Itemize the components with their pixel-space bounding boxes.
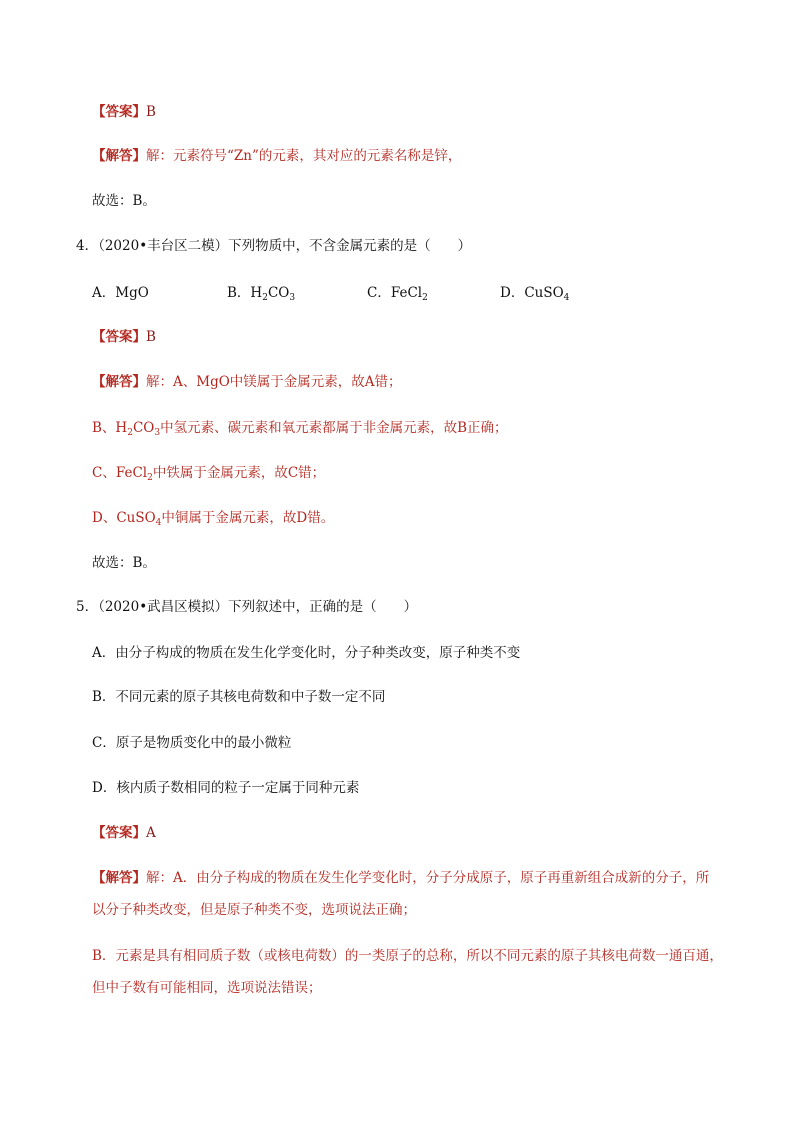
q4-answer-line	[92, 326, 156, 348]
analysis-text: D、CuSO	[92, 510, 156, 526]
answer-value: A	[146, 825, 156, 841]
q4-option-d-text: D．CuSO	[500, 285, 564, 301]
q3-conclusion: 故选：B。	[92, 193, 156, 209]
q4-analysis-b	[92, 417, 508, 439]
analysis-text: 中氢元素、碳元素和氧元素都属于非金属元素，故B正确；	[160, 420, 508, 436]
q4-analysis-c	[92, 462, 325, 484]
q5-answer-line	[92, 822, 156, 844]
analysis-text: CO	[132, 420, 155, 436]
q5-stem: 5．（2020•武昌区模拟）下列叙述中，正确的是（ ）	[76, 599, 418, 615]
q3-answer-line	[92, 101, 156, 123]
q4-option-b-text: CO	[267, 285, 290, 301]
subscript: 4	[563, 293, 570, 303]
q4-analysis-a	[92, 371, 402, 393]
analysis-label: 【解答】	[92, 374, 146, 390]
answer-label: 【答案】	[92, 825, 146, 841]
analysis-label: 【解答】	[92, 148, 146, 164]
analysis-text: 中铁属于金属元素，故C错；	[152, 465, 326, 481]
answer-value: B	[146, 104, 156, 120]
analysis-text: C、FeCl	[92, 465, 148, 481]
q5-analysis-line-3: B．元素是具有相同质子数（或核电荷数）的一类原子的总称，所以不同元素的原子其核电荷数一通百通，	[92, 948, 723, 964]
subscript: 2	[262, 293, 268, 303]
q4-option-b-text: B．H	[227, 285, 263, 301]
q5-option-b: B．不同元素的原子其核电荷数和中子数一定不同	[92, 689, 386, 705]
subscript: 2	[127, 428, 133, 438]
q4-option-a: A．MgO	[92, 285, 149, 301]
q5-option-a: A．由分子构成的物质在发生化学变化时，分子种类改变，原子种类不变	[92, 645, 521, 661]
analysis-text: B、H	[92, 420, 128, 436]
q4-option-c	[367, 282, 500, 304]
q5-analysis-line-2: 以分子种类改变，但是原子种类不变，选项说法正确；	[92, 902, 416, 918]
q5-option-c: C．原子是物质变化中的最小微粒	[92, 735, 292, 751]
q4-option-d	[500, 282, 569, 304]
subscript: 3	[154, 428, 161, 438]
analysis-text: 解：元素符号“Zn”的元素，其对应的元素名称是锌，	[146, 148, 462, 164]
q4-options	[92, 282, 569, 304]
answer-value: B	[146, 329, 156, 345]
subscript: 2	[147, 473, 153, 483]
q4-stem: 4．（2020•丰台区二模）下列物质中，不含金属元素的是（ ）	[76, 238, 472, 254]
subscript: 2	[422, 293, 428, 303]
analysis-text: 中铜属于金属元素，故D错。	[161, 510, 335, 526]
q4-option-c-text: C．FeCl	[367, 285, 423, 301]
q5-analysis-line-1	[92, 867, 709, 889]
answer-label: 【答案】	[92, 329, 146, 345]
subscript: 3	[289, 293, 296, 303]
subscript: 4	[155, 518, 162, 528]
analysis-text: 解：A、MgO中镁属于金属元素，故A错；	[146, 374, 402, 390]
q4-conclusion: 故选：B。	[92, 555, 156, 571]
analysis-label: 【解答】	[92, 870, 146, 886]
q4-analysis-d	[92, 507, 334, 529]
q3-analysis-line	[92, 145, 461, 167]
answer-label: 【答案】	[92, 104, 146, 120]
q5-analysis-line-4: 但中子数有可能相同，选项说法错误；	[92, 980, 322, 996]
q4-option-b	[227, 282, 367, 304]
q5-option-d: D．核内质子数相同的粒子一定属于同种元素	[92, 780, 360, 796]
analysis-text: 解：A．由分子构成的物质在发生化学变化时，分子分成原子，原子再重新组合成新的分子，所	[146, 870, 710, 886]
